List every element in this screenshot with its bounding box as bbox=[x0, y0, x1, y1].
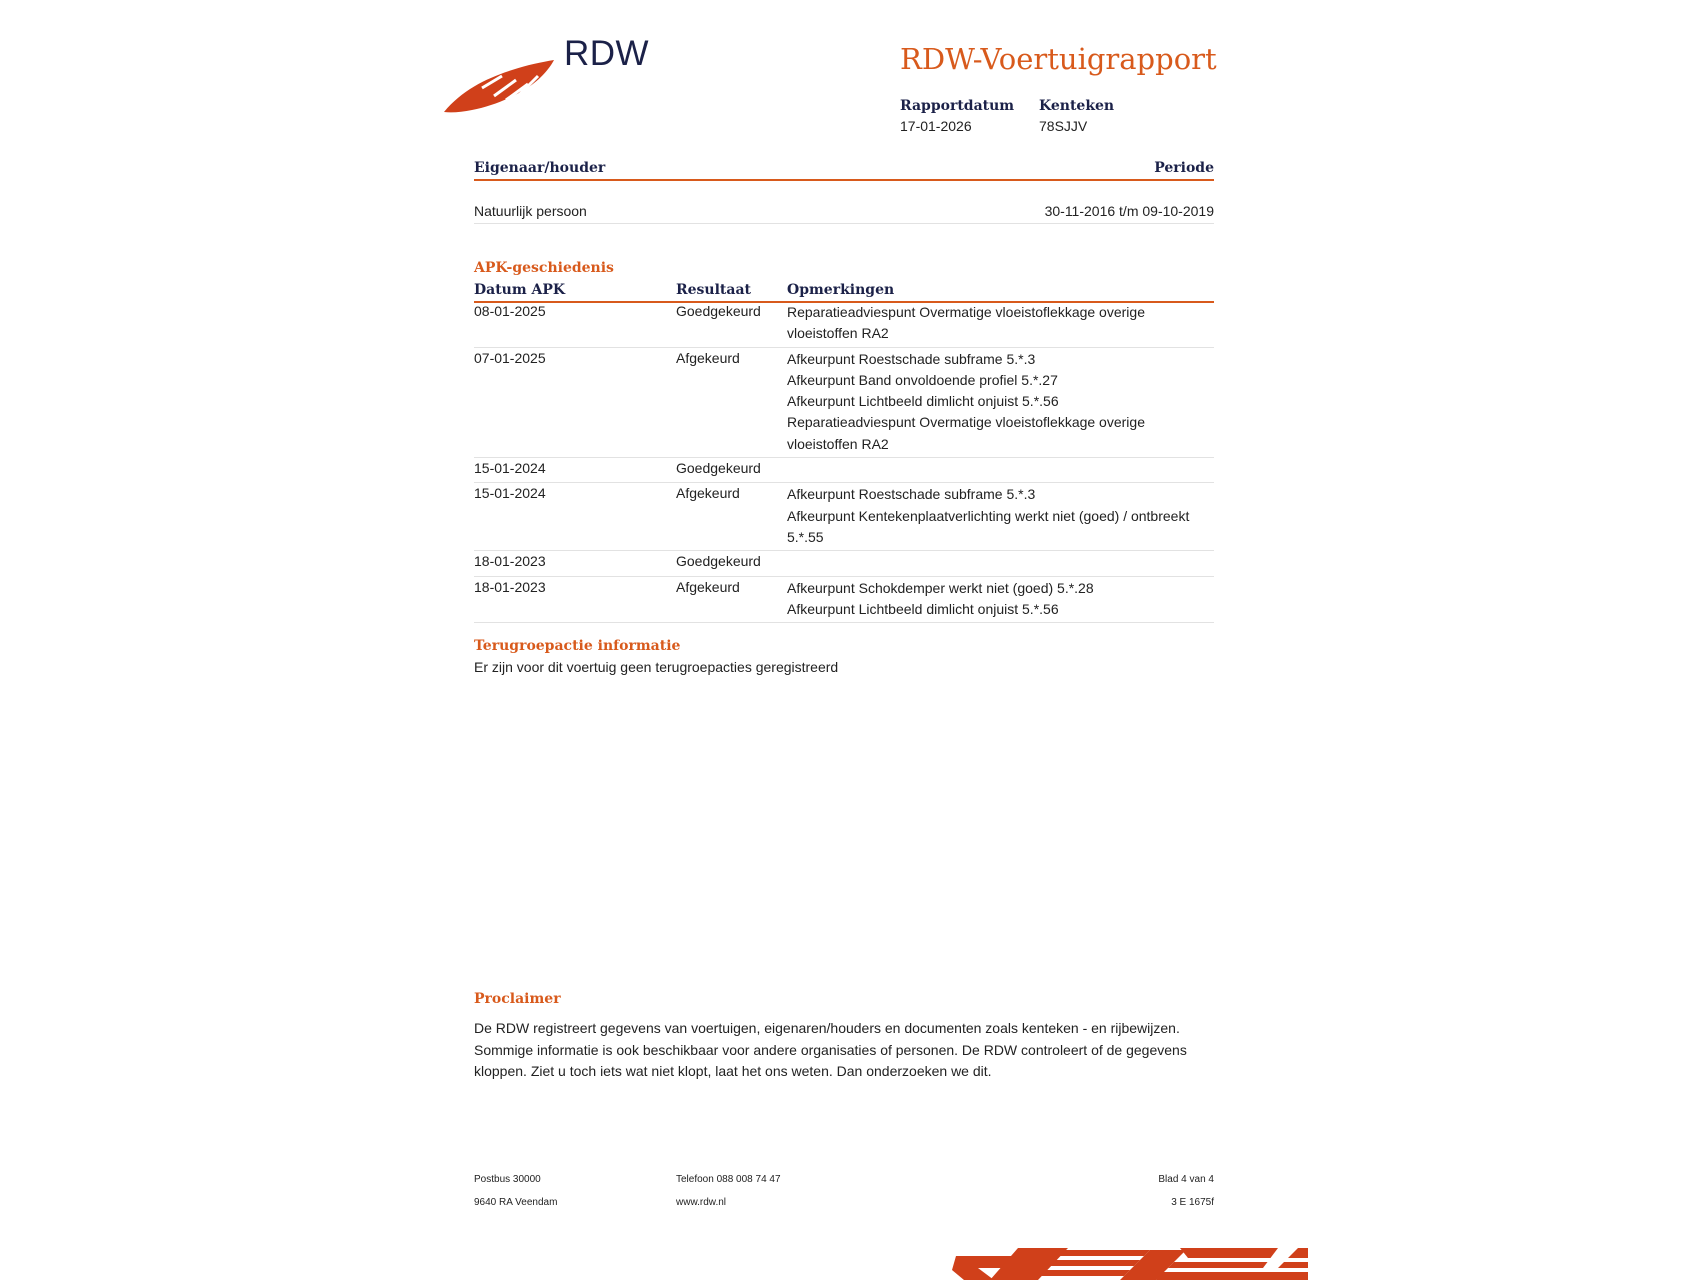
footer-phone: Telefoon 088 008 74 47 bbox=[676, 1174, 781, 1185]
recall-text: Er zijn voor dit voertuig geen terugroepacties geregistreerd bbox=[474, 659, 839, 675]
apk-date-cell: 18-01-2023 bbox=[474, 553, 546, 570]
footer-page-number: Blad 4 van 4 bbox=[1158, 1174, 1214, 1185]
proclaimer-title: Proclaimer bbox=[474, 991, 561, 1007]
apk-remark: Afkeurpunt Lichtbeeld dimlicht onjuist 5.*.56 bbox=[787, 393, 1059, 410]
apk-remark: Afkeurpunt Lichtbeeld dimlicht onjuist 5.*.56 bbox=[787, 600, 1059, 617]
plate-label: Kenteken bbox=[1039, 98, 1115, 114]
apk-date-cell: 15-01-2024 bbox=[474, 485, 546, 502]
apk-table bbox=[474, 301, 1214, 623]
apk-remark: 5.*.55 bbox=[787, 528, 824, 545]
apk-remarks-header: Opmerkingen bbox=[787, 282, 895, 298]
apk-result-cell: Goedgekeurd bbox=[676, 460, 761, 477]
apk-remark: vloeistoffen RA2 bbox=[787, 325, 889, 342]
footer-address-line2: 9640 RA Veendam bbox=[474, 1197, 558, 1208]
table-row bbox=[474, 301, 1214, 348]
period-cell: 30-11-2016 t/m 09-10-2019 bbox=[1044, 203, 1214, 219]
table-row bbox=[474, 551, 1214, 576]
recall-section-title: Terugroepactie informatie bbox=[474, 638, 681, 654]
report-date-label: Rapportdatum bbox=[900, 98, 1015, 114]
page-title: RDW-Voertuigrapport bbox=[900, 42, 1217, 76]
apk-date-header: Datum APK bbox=[474, 282, 566, 298]
apk-date-cell: 07-01-2025 bbox=[474, 349, 546, 366]
apk-section-title: APK-geschiedenis bbox=[474, 260, 614, 276]
apk-remark: Afkeurpunt Schokdemper werkt niet (goed) 5.*.28 bbox=[787, 579, 1094, 596]
proclaimer-text bbox=[474, 1018, 1214, 1083]
apk-result-cell: Goedgekeurd bbox=[676, 553, 761, 570]
owner-header-rule bbox=[474, 179, 1214, 181]
apk-date-cell: 18-01-2023 bbox=[474, 578, 546, 595]
proclaimer-line: Sommige informatie is ook beschikbaar voor andere organisaties of personen. De RDW controleert of de gegevens bbox=[474, 1041, 1187, 1058]
apk-remark: Afkeurpunt Kentekenplaatverlichting werkt niet (goed) / ontbreekt bbox=[787, 507, 1190, 524]
owner-column-header: Eigenaar/houder bbox=[474, 160, 606, 176]
apk-date-cell: 08-01-2025 bbox=[474, 303, 546, 319]
apk-remark: Afkeurpunt Roestschade subframe 5.*.3 bbox=[787, 486, 1036, 503]
owner-row-rule bbox=[474, 223, 1214, 224]
apk-result-cell: Afgekeurd bbox=[676, 485, 740, 502]
apk-result-cell: Afgekeurd bbox=[676, 578, 740, 595]
apk-result-cell: Goedgekeurd bbox=[676, 303, 761, 319]
plate-value: 78SJJV bbox=[1039, 118, 1088, 134]
apk-remark: Afkeurpunt Band onvoldoende profiel 5.*.27 bbox=[787, 371, 1058, 388]
apk-date-cell: 15-01-2024 bbox=[474, 460, 546, 477]
apk-remark: Reparatieadviespunt Overmatige vloeistoflekkage overige bbox=[787, 304, 1145, 320]
apk-remark: Reparatieadviespunt Overmatige vloeistoflekkage overige bbox=[787, 414, 1145, 431]
owner-cell: Natuurlijk persoon bbox=[474, 203, 587, 219]
apk-remark: Afkeurpunt Roestschade subframe 5.*.3 bbox=[787, 350, 1036, 367]
proclaimer-line: De RDW registreert gegevens van voertuigen, eigenaren/houders en documenten zoals kenteken - en rijbewijzen. bbox=[474, 1020, 1180, 1036]
table-row bbox=[474, 348, 1214, 458]
apk-result-header: Resultaat bbox=[676, 282, 751, 298]
logo-text: RDW bbox=[564, 34, 650, 73]
apk-remark: vloeistoffen RA2 bbox=[787, 435, 889, 452]
footer-address-line1: Postbus 30000 bbox=[474, 1174, 541, 1185]
table-row bbox=[474, 458, 1214, 483]
report-date-value: 17-01-2026 bbox=[900, 118, 972, 134]
apk-result-cell: Afgekeurd bbox=[676, 349, 740, 366]
footer-website: www.rdw.nl bbox=[676, 1197, 727, 1208]
table-row bbox=[474, 577, 1214, 624]
table-row bbox=[474, 483, 1214, 551]
decorative-stripes-icon bbox=[918, 1244, 1308, 1280]
proclaimer-line: kloppen. Ziet u toch iets wat niet klopt, laat het ons weten. Dan onderzoeken we dit. bbox=[474, 1063, 992, 1079]
footer-code: 3 E 1675f bbox=[1171, 1197, 1214, 1208]
period-column-header: Periode bbox=[1154, 160, 1214, 176]
